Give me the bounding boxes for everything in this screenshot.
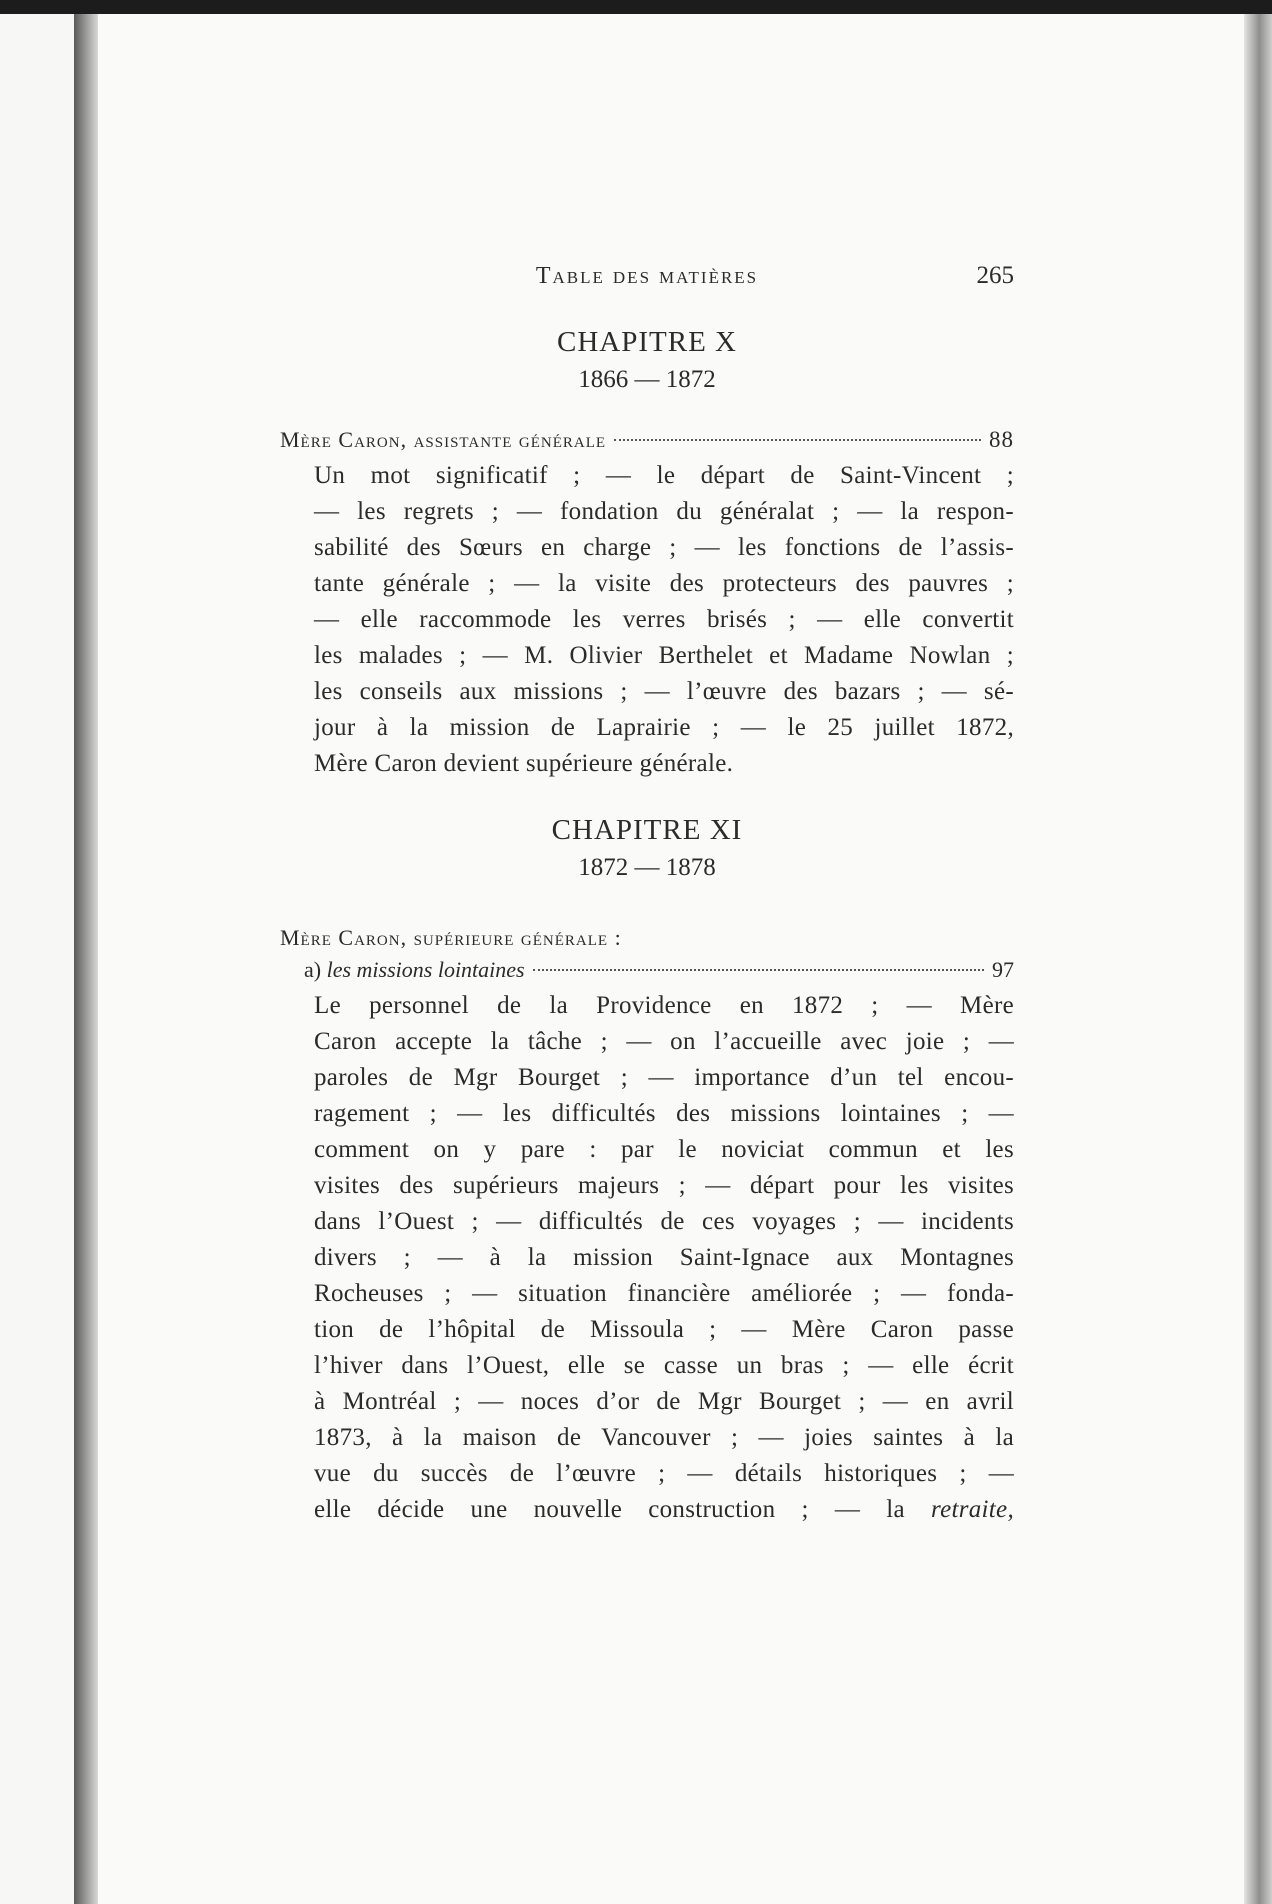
leader-dots bbox=[533, 969, 984, 971]
page-number: 265 bbox=[976, 262, 1014, 289]
toc-subentry-title: les missions lointaines bbox=[326, 957, 525, 982]
summary-line: à Montréal ; — noces d’or de Mgr Bourget ; — en avril bbox=[314, 1388, 1014, 1415]
summary-line-final bbox=[280, 1492, 1014, 1528]
book-gutter bbox=[74, 14, 98, 1904]
running-head bbox=[280, 258, 1014, 294]
summary-line: l’hiver dans l’Ouest, elle se casse un bras ; — elle écrit bbox=[314, 1352, 1014, 1379]
toc-entry bbox=[280, 424, 1014, 456]
summary-line: Mère Caron devient supérieure générale. bbox=[314, 750, 734, 777]
summary-line: jour à la mission de Laprairie ; — le 25 juillet 1872, bbox=[314, 714, 1014, 741]
chapter-summary bbox=[280, 988, 1014, 1528]
summary-line-italic: retraite, bbox=[930, 1496, 1014, 1523]
summary-line: Rocheuses ; — situation financière améliorée ; — fonda- bbox=[314, 1280, 1014, 1307]
toc-entry-page: 88 bbox=[989, 427, 1014, 452]
toc-subentry-page: 97 bbox=[992, 957, 1014, 982]
summary-line: Le personnel de la Providence en 1872 ; — Mère bbox=[314, 992, 1014, 1019]
chapter-dates: 1872 — 1878 bbox=[578, 854, 716, 881]
page-edge bbox=[1244, 14, 1272, 1904]
summary-line: comment on y pare : par le noviciat commun et les bbox=[314, 1136, 1014, 1163]
chapter-summary bbox=[280, 458, 1014, 782]
summary-line: 1873, à la maison de Vancouver ; — joies saintes à la bbox=[314, 1424, 1014, 1451]
chapter-heading: CHAPITRE XI bbox=[551, 814, 743, 846]
summary-line: sabilité des Sœurs en charge ; — les fonctions de l’assis- bbox=[314, 534, 1014, 561]
summary-line: vue du succès de l’œuvre ; — détails historiques ; — bbox=[314, 1460, 1014, 1487]
chapter-heading: CHAPITRE X bbox=[557, 326, 737, 358]
scan-border-top bbox=[0, 0, 1272, 14]
leader-dots bbox=[614, 439, 981, 441]
summary-line: visites des supérieurs majeurs ; — départ pour les visites bbox=[314, 1172, 1014, 1199]
summary-line: paroles de Mgr Bourget ; — importance d’un tel encou- bbox=[314, 1064, 1014, 1091]
toc-subentry-prefix: a) bbox=[304, 957, 322, 982]
toc-subentry-label bbox=[304, 954, 525, 986]
summary-line: les conseils aux missions ; — l’œuvre des bazars ; — sé- bbox=[314, 678, 1014, 705]
toc-subentry bbox=[280, 954, 1014, 986]
summary-line: divers ; — à la mission Saint-Ignace aux Montagnes bbox=[314, 1244, 1014, 1271]
chapter-section bbox=[280, 322, 1014, 782]
chapter-section bbox=[280, 810, 1014, 1528]
facing-page-margin bbox=[0, 14, 74, 1904]
running-title: Table des matières bbox=[535, 263, 759, 289]
toc-entry-label: Mère Caron, supérieure générale : bbox=[280, 925, 622, 950]
toc-entry-label: Mère Caron, assistante générale bbox=[280, 427, 607, 452]
summary-line: Caron accepte la tâche ; — on l’accueille avec joie ; — bbox=[314, 1028, 1014, 1055]
page-content bbox=[280, 258, 1014, 1528]
summary-line: les malades ; — M. Olivier Berthelet et Madame Nowlan ; bbox=[314, 642, 1014, 669]
summary-line: tante générale ; — la visite des protecteurs des pauvres ; bbox=[314, 570, 1014, 597]
summary-line: Un mot significatif ; — le départ de Saint-Vincent ; bbox=[314, 462, 1014, 489]
summary-line: ragement ; — les difficultés des missions lointaines ; — bbox=[314, 1100, 1014, 1127]
summary-line: tion de l’hôpital de Missoula ; — Mère Caron passe bbox=[314, 1316, 1014, 1343]
toc-entry bbox=[280, 922, 1014, 954]
summary-line-text: elle décide une nouvelle construction ; — la bbox=[314, 1496, 905, 1523]
summary-line: — les regrets ; — fondation du généralat ; — la respon- bbox=[314, 498, 1014, 525]
summary-line: dans l’Ouest ; — difficultés de ces voyages ; — incidents bbox=[314, 1208, 1014, 1235]
summary-line: — elle raccommode les verres brisés ; — elle convertit bbox=[314, 606, 1014, 633]
chapter-dates: 1866 — 1872 bbox=[578, 366, 716, 393]
